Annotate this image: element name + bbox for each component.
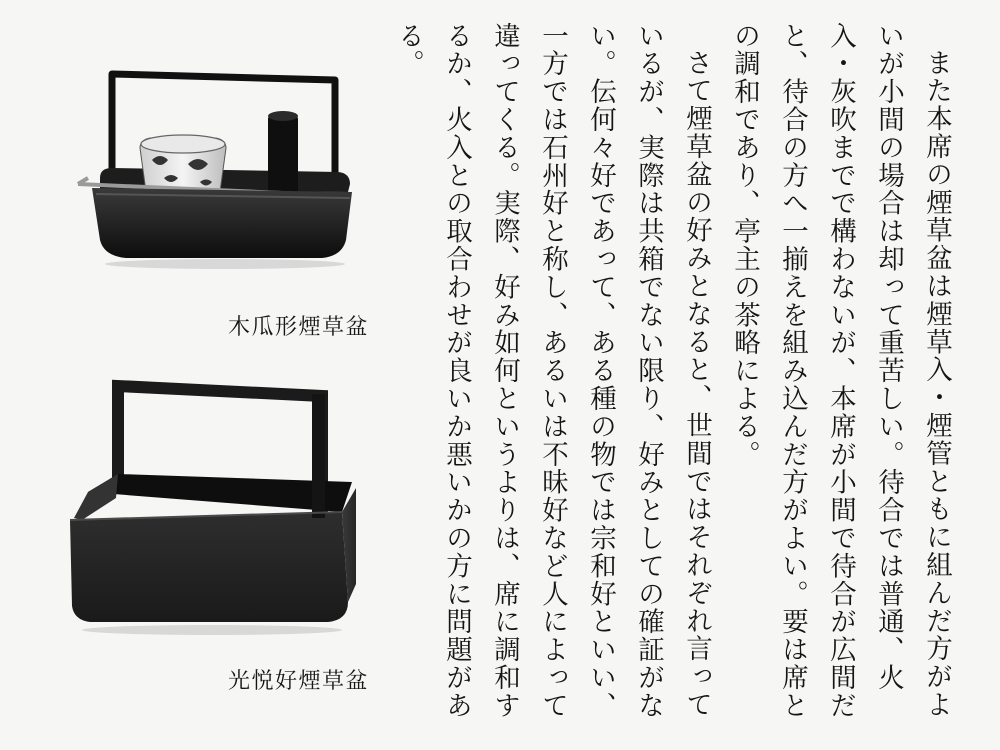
paragraph-1: また本席の煙草盆は煙草入・煙管ともに組んだ方がよいが小間の場合は却って重苦しい。待合では普通、火入・灰吹までで構わないが、本席が小間で待合が広間だと、待合の方へ一揃えを組み込んだ方がよい。要は席との調和であり、亭主の茶略による。 <box>729 22 952 720</box>
koetsu-tobacco-tray-image <box>60 370 360 640</box>
caption-koetsu-tobacco-tray: 光悦好煙草盆 <box>228 669 370 694</box>
caption-mokko-tobacco-tray: 木瓜形煙草盆 <box>228 315 370 340</box>
paragraph-2: さて煙草盆の好みとなると、世間ではそれぞれ言っているが、実際は共箱でない限り、好みとしての確証がない。伝何々好であって、ある種の物では宗和好といい、一方では石州好と称し、あるいは不昧好など人によって違ってくる。実際、好み如何というよりは、席に調和するか、火入との取合わせが良いか悪いかの方に問題がある。 <box>393 22 712 720</box>
mokko-tobacco-tray-image <box>60 60 360 270</box>
body-text <box>384 22 960 722</box>
